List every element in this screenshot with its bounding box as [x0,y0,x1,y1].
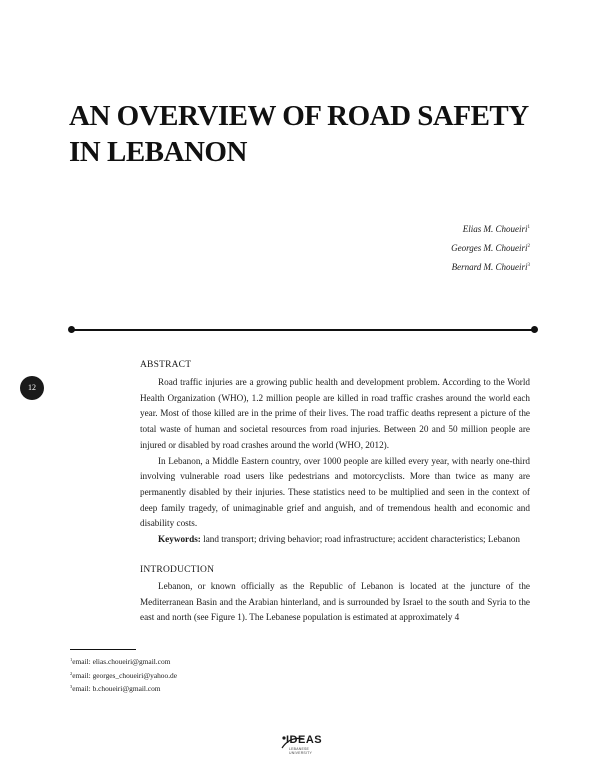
author-3: Bernard M. Choueiri$^3$ [451,262,530,272]
author-2: Georges M. Choueiri$^2$ [451,243,530,253]
abstract-paragraph-1: Road traffic injuries are a growing public health and development problem. According to the World Health Organization (WHO), 1.2 million people are killed in road traffic crashes around the world each year. Most of those killed are in the prime of their lives. The road traffic deaths represent a picture of the total waste of human and societal resources from road injuries. Between 20 and 50 million people are injured or disabled by road crashes around the world (WHO, 2012). [140,377,530,450]
introduction-body [140,579,530,626]
abstract-body [140,375,530,548]
logo-text: IDEAS [286,734,323,746]
title-line-2: IN LEBANON [69,136,247,168]
footnote-2: $^2$email: georges_choueiri@yahoo.de [70,670,178,680]
section-divider [74,329,534,331]
keywords-text: land transport; driving behavior; road infrastructure; accident characteristics; Lebanon [200,534,521,545]
author-3-sup: 3 [527,263,530,268]
abstract-paragraph-2: In Lebanon, a Middle Eastern country, over 1000 people are killed every year, with nearly one-third involving vulnerable road users like pedestrians and motorcyclists. More than twice as many are permanently disabled by their injuries. These statistics need to be multiplied and seen in the context of deep family tragedy, of unimaginable grief and anguish, and of tremendous health and economic and disability costs. [140,455,530,529]
ideas-logo [280,733,326,753]
paper-title [69,98,549,170]
page-number-badge: 12 [20,376,44,400]
introduction-paragraph-1: Lebanon, or known officially as the Republic of Lebanon is located at the juncture of the Mediterranean Basin and the Arabian hinterland, and is surrounded by Israel to the south and Syria to the east and north (see Figure 1). The Lebanese population is estimated at approximately 4 [140,581,530,623]
author-2-sup: 2 [527,244,530,249]
introduction-heading: INTRODUCTION [140,565,215,575]
keywords-label: Keywords: [158,534,201,545]
footnote-divider [70,649,136,650]
title-line-1: AN OVERVIEW OF ROAD SAFETY [69,100,529,132]
footnotes [70,654,177,695]
footnote-1: $^1$email: elias.choueiri@gmail.com [70,657,171,666]
abstract-heading: ABSTRACT [140,360,192,370]
keywords-paragraph [140,532,530,548]
footnote-3: $^3$email: b.choueiri@gmail.com [70,684,161,693]
author-1-sup: 1 [527,225,530,230]
logo-subtitle: LEBANESE UNIVERSITY [289,747,313,755]
divider-right-dot [531,326,538,333]
author-1: Elias M. Choueiri$^1$ [462,224,530,234]
author-list [451,219,530,276]
